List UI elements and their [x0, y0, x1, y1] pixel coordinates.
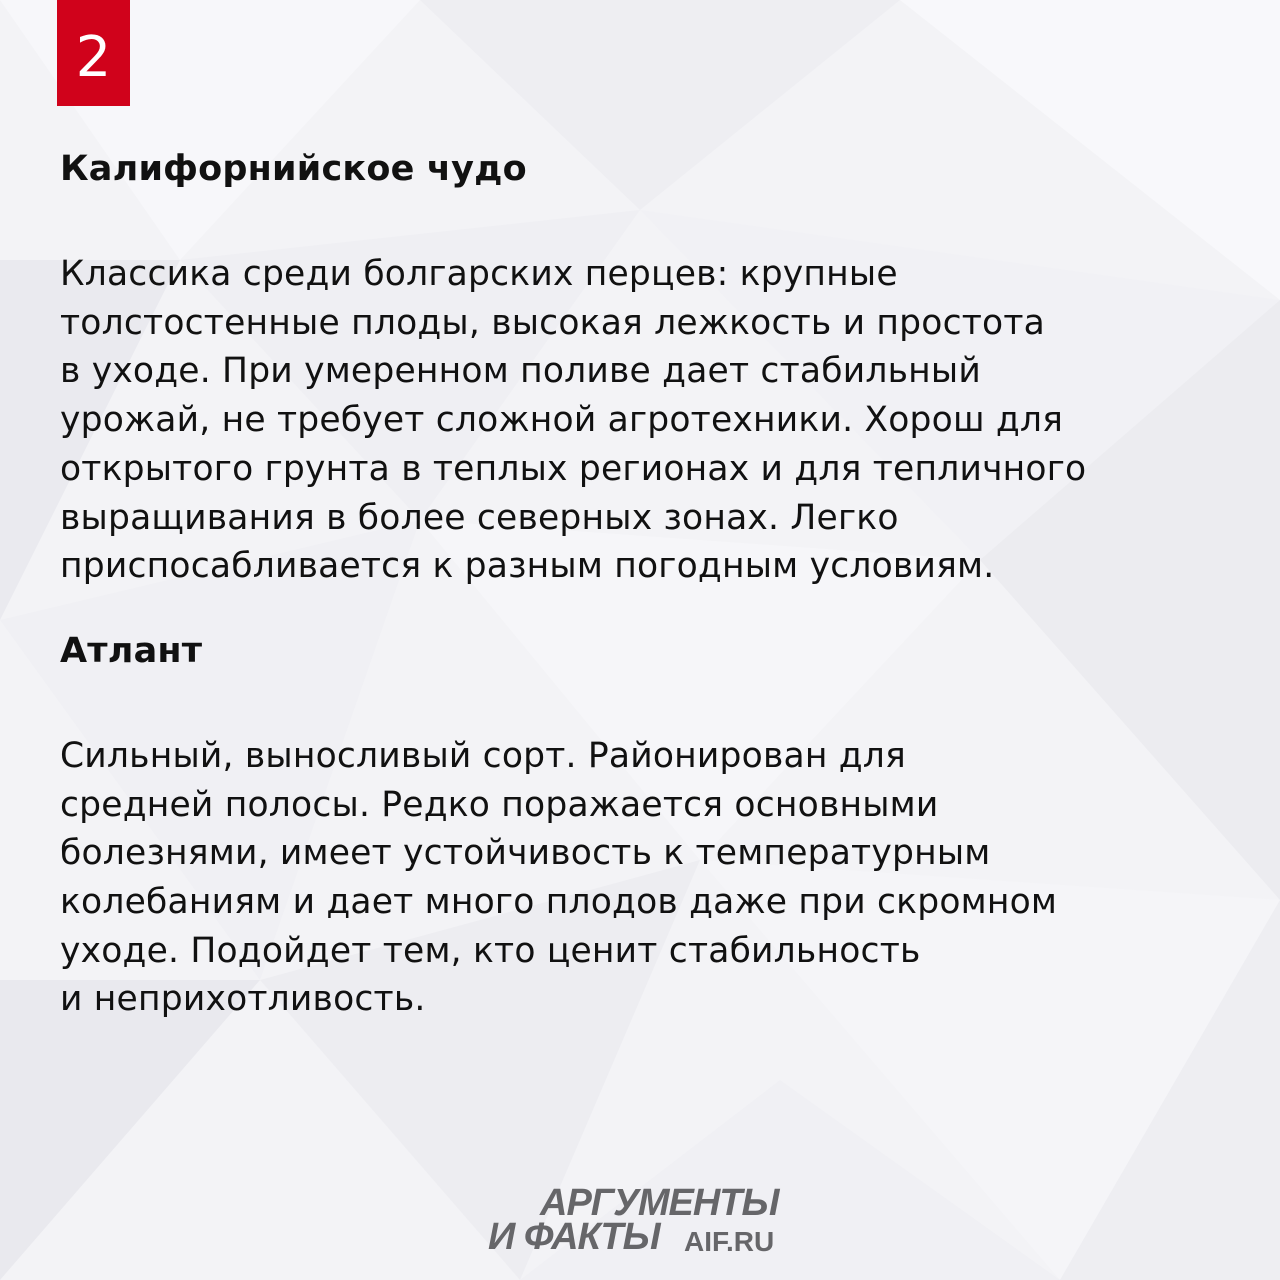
logo-line-1: АРГУМЕНТЫ: [540, 1182, 779, 1224]
text-line: толстостенные плоды, высокая лежкость и простота: [60, 302, 1045, 343]
logo-line-2: И ФАКТЫ: [488, 1216, 660, 1258]
section-text-california: [60, 250, 1230, 591]
text-line: болезнями, имеет устойчивость к температурным: [60, 833, 991, 874]
text-line: выращивания в более северных зонах. Легко: [60, 497, 899, 538]
logo-site: AIF.RU: [684, 1226, 775, 1257]
text-line: средней полосы. Редко поражается основными: [60, 784, 939, 825]
text-line: и неприхотливость.: [60, 979, 426, 1020]
slide-number: 2: [75, 25, 112, 90]
section-title-california: Калифорнийское чудо: [60, 149, 527, 189]
text-line: уходе. Подойдет тем, кто ценит стабильность: [60, 930, 921, 971]
article-content: [60, 140, 1230, 1024]
section-title-atlant: Атлант: [60, 630, 203, 671]
text-line: урожай, не требует сложной агротехники. Хорош для: [60, 400, 1064, 441]
slide-number-badge: [57, 0, 130, 106]
text-line: Классика среди болгарских перцев: крупные: [60, 254, 898, 294]
text-line: в уходе. При умеренном поливе дает стабильный: [60, 351, 981, 392]
text-line: открытого грунта в теплых регионах и для тепличного: [60, 448, 1087, 489]
text-line: приспосабливается к разным погодным условиям.: [60, 546, 995, 587]
text-line: колебаниям и дает много плодов даже при скромном: [60, 882, 1058, 923]
section-text-atlant: [60, 732, 1230, 1024]
aif-logo: [488, 1184, 818, 1256]
text-line: Сильный, выносливый сорт. Районирован для: [60, 735, 907, 776]
